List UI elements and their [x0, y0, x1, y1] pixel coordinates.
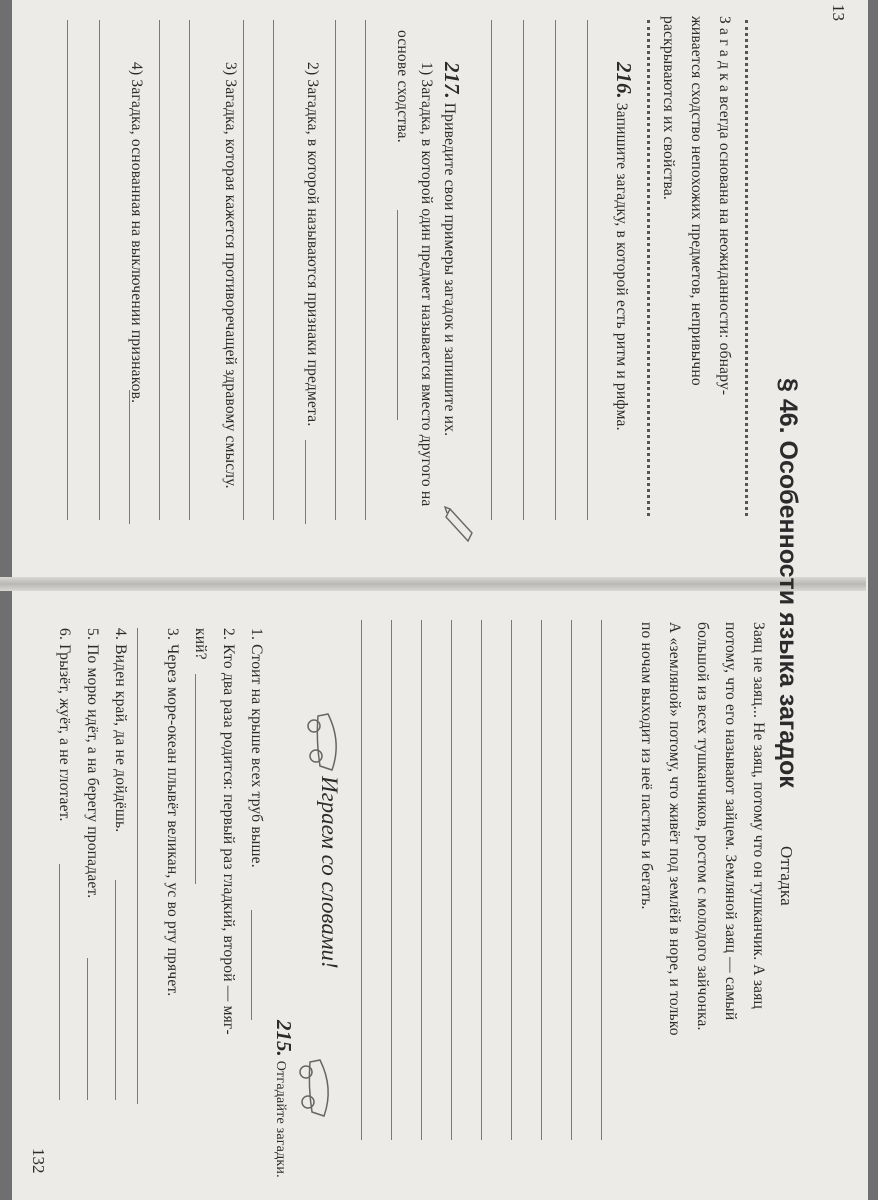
section-title: § 46. Особенности языка загадок	[774, 378, 802, 788]
rule-line-2: живается сходство непохожих предметов, непривычно	[688, 16, 705, 386]
answer-line[interactable]	[87, 958, 88, 1100]
answer-line[interactable]	[189, 20, 190, 520]
answer-line[interactable]	[195, 674, 196, 884]
ex217-item-1-cont: основе сходства.	[394, 30, 411, 143]
ex216-text: Запишите загадку, в которой есть ритм и рифма.	[613, 102, 630, 431]
answer-line-1: Заяц не заяц... Не заяц, потому что он тушканчик. А заяц	[750, 622, 767, 1010]
rule-line-3: раскрываются их свойства.	[660, 16, 677, 200]
answer-line[interactable]	[273, 20, 274, 520]
riddle-3: 3. Через море-океан плывёт великан, ус во рту прячет.	[164, 628, 181, 997]
page-number-right: 13	[829, 4, 848, 21]
answer-line[interactable]	[421, 620, 422, 1140]
answer-line[interactable]	[523, 20, 524, 520]
answer-line[interactable]	[99, 20, 100, 520]
answer-line[interactable]	[115, 880, 116, 1100]
game-heading: Играем со словами!	[317, 776, 342, 969]
pencil-icon	[444, 505, 480, 549]
answer-line[interactable]	[391, 620, 392, 1140]
answer-line-4: А «земляной» потому, что живёт под землёй в норе, и только	[666, 622, 683, 1036]
rule-bottom-dots	[647, 20, 650, 516]
page-number-left: 132	[29, 1148, 48, 1174]
answer-line[interactable]	[59, 864, 60, 1100]
answer-line[interactable]	[555, 20, 556, 520]
rotated-spread	[6, 0, 856, 1200]
answer-line[interactable]	[365, 20, 366, 520]
answer-title: Отгадка	[777, 846, 796, 906]
ex216-number: 216.	[612, 62, 636, 99]
answer-line[interactable]	[159, 20, 160, 520]
answer-line[interactable]	[251, 910, 252, 1020]
answer-line[interactable]	[571, 620, 572, 1140]
answer-line[interactable]	[481, 620, 482, 1140]
ex217-text: Приведите свои примеры загадок и запишите их.	[441, 102, 458, 437]
answer-line[interactable]	[129, 390, 130, 524]
answer-line-5: по ночам выходит из неё пастись и бегать.	[638, 622, 655, 910]
answer-line[interactable]	[491, 20, 492, 520]
answer-line[interactable]	[137, 628, 138, 1104]
ex217-number: 217.	[440, 62, 464, 99]
answer-line[interactable]	[601, 620, 602, 1140]
answer-line[interactable]	[305, 440, 306, 524]
answer-line-3: большой из всех тушканчиков, ростом с молодого зайчонка.	[694, 622, 711, 1031]
ex217-item-3: 3) Загадка, которая кажется противоречащей здравому смыслу.	[222, 62, 239, 489]
skateboard-icon	[296, 1056, 338, 1120]
answer-line[interactable]	[67, 20, 68, 520]
rule-top-dots	[745, 20, 748, 516]
answer-line[interactable]	[541, 620, 542, 1140]
ex217-item-2: 2) Загадка, в которой называются признаки предмета.	[304, 62, 321, 427]
ex215	[266, 1020, 296, 1178]
ex217-item-1: 1) Загадка, в которой один предмет называется вместо другого на	[418, 62, 435, 507]
ex217-item-4: 4) Загадка, основанная на выключении признаков.	[128, 62, 145, 404]
riddle-1: 1. Стоит на крыше всех труб выше.	[248, 628, 265, 868]
answer-line[interactable]	[451, 620, 452, 1140]
riddle-5: 5. По морю идёт, а на берегу пропадает.	[84, 628, 101, 899]
riddle-6: 6. Грызёт, жуёт, а не глотает.	[56, 628, 73, 822]
answer-line[interactable]	[397, 210, 398, 420]
riddle-2-cont: кий?	[192, 628, 209, 660]
ex216	[607, 62, 636, 431]
answer-line[interactable]	[361, 620, 362, 1140]
riddle-4: 4. Виден край, да не дойдёшь.	[112, 628, 129, 833]
rule-line-1: З а г а д к а всегда основана на неожиданности: обнару-	[716, 16, 733, 396]
riddle-2: 2. Кто два раза родится: первый раз гладкий, второй — мяг-	[220, 628, 237, 1035]
answer-line[interactable]	[587, 20, 588, 520]
ex215-number: 215.	[272, 1020, 296, 1057]
answer-line[interactable]	[335, 20, 336, 520]
ex215-text: Отгадайте загадки.	[273, 1060, 288, 1178]
answer-line[interactable]	[511, 620, 512, 1140]
answer-line-2: потому, что его называют зайцем. Земляной заяц — самый	[722, 622, 739, 1021]
skateboard-icon	[304, 710, 346, 774]
